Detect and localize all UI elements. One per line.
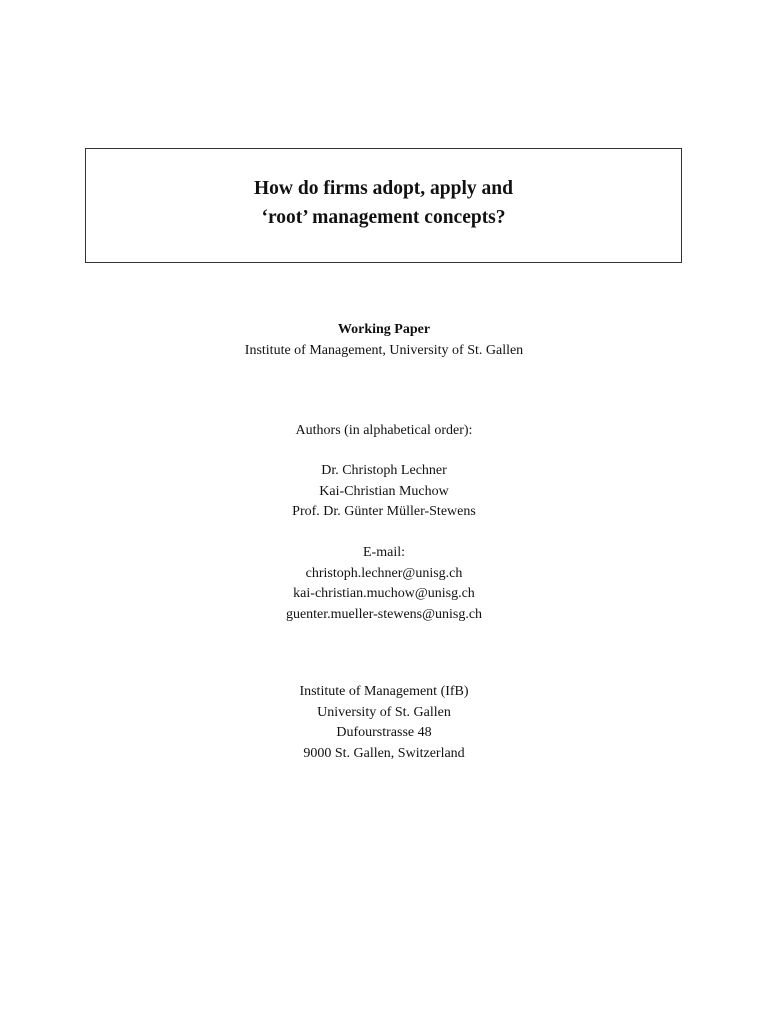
author-name: Prof. Dr. Günter Müller-Stewens: [292, 504, 476, 519]
email-address: christoph.lechner@unisg.ch: [305, 565, 463, 581]
postal-address-block: [0, 682, 768, 764]
address-line: 9000 St. Gallen, Switzerland: [303, 745, 465, 761]
title-line-1: How do firms adopt, apply and: [254, 177, 513, 199]
authors-heading-block: [0, 421, 768, 442]
address-line: University of St. Gallen: [317, 704, 451, 720]
institution-line: Institute of Management, University of St. Gallen: [244, 342, 524, 358]
email-block: [0, 543, 768, 625]
address-line: Institute of Management (IfB): [299, 684, 469, 699]
title-line-2: ‘root’ management concepts?: [261, 206, 506, 228]
paper-type-label: Working Paper: [337, 322, 431, 337]
address-line: Dufourstrasse 48: [336, 725, 432, 740]
title-box: [85, 148, 682, 263]
email-heading: E-mail:: [363, 545, 405, 560]
paper-type-block: [0, 320, 768, 361]
author-name: Kai-Christian Muchow: [319, 483, 449, 499]
authors-heading: Authors (in alphabetical order):: [295, 423, 473, 438]
email-address: kai-christian.muchow@unisg.ch: [293, 586, 475, 601]
email-address: guenter.mueller-stewens@unisg.ch: [285, 606, 483, 622]
authors-list: [0, 461, 768, 523]
author-name: Dr. Christoph Lechner: [321, 463, 447, 478]
